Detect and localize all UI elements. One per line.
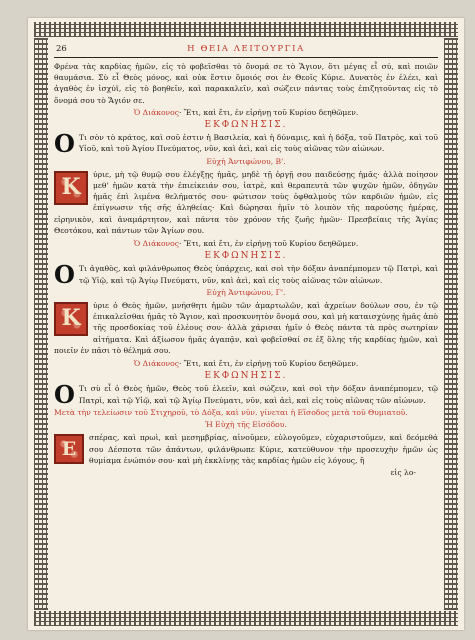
page-header xyxy=(54,42,438,56)
deacon-line xyxy=(54,107,438,118)
prayer-text: ύριε, μὴ τῷ θυμῷ σου ἐλέγξῃς ἡμᾶς, μηδὲ τῇ ὀργῇ σου παιδεύσῃς ἡμᾶς· ἀλλὰ ποίησον μεθ' ἡμῶν κατὰ τὴν ἐπιείκειάν σου, ἰατρὲ, καὶ θεραπευτὰ τῶν ψυχῶν ἡμῶν, ὁδηγῶν ἡμᾶς ἐπὶ λιμένα θελήματός σου· φώτισον τοὺς ὀφθαλμοὺς τῶν καρδιῶν ἡμῶν, εἰς ἐπίγνωσιν τῆς σῆς ἀληθείας· Καὶ δώρησαι ἡμῖν τὸ λοιπὸν τῆς παρούσης ἡμέρας, εἰρηνικὸν, καὶ ἀναμάρτητον, καὶ πάντα τὸν χρόνον τῆς ζωῆς ἡμῶν· Πρεσβείαις τῆς Ἁγίας Θεοτόκου, καὶ πάντων τῶν Ἁγίων σου. xyxy=(54,169,438,235)
catchword: εἰς λο- xyxy=(390,467,416,477)
deacon-text: · Ἔτι, καὶ ἔτι, ἐν εἰρήνῃ τοῦ Κυρίου δεηθῶμεν. xyxy=(178,359,359,369)
ekphonesis-heading: ΕΚΦΩΝΗΣΙΣ. xyxy=(204,251,288,262)
decorated-initial: Κ xyxy=(54,302,88,336)
ekphonesis-paragraph xyxy=(54,129,438,159)
initial-letter: Ο xyxy=(54,129,75,159)
prayer-paragraph xyxy=(54,432,438,466)
ekphonesis-paragraph xyxy=(54,380,438,410)
ornamental-border-right xyxy=(444,38,458,610)
page-content xyxy=(54,42,438,606)
page-title: Η ΘΕΙΑ ΛΕΙΤΟΥΡΓΙΑ xyxy=(187,44,305,54)
rubric-instruction: Μετὰ τὴν τελείωσιν τοῦ Στιχηροῦ, τὸ Δόξα, καὶ νῦν. γίνεται ἡ Εἴσοδος μετὰ τοῦ Θυμιατοῦ. xyxy=(54,407,408,417)
ornamental-border-top xyxy=(34,22,458,37)
ekphonesis-heading: ΕΚΦΩΝΗΣΙΣ. xyxy=(204,120,288,131)
deacon-label: Ὁ Διάκονος xyxy=(133,359,179,369)
decorated-initial: Ε xyxy=(54,434,84,464)
deacon-label: Ὁ Διάκονος xyxy=(133,239,179,249)
ekphonesis-paragraph xyxy=(54,260,438,290)
prayer-title: Εὐχὴ Ἀντιφώνου, Γ'. xyxy=(206,287,286,297)
ornamental-border-bottom xyxy=(34,611,458,626)
prayer-paragraph xyxy=(54,169,438,236)
prayer-text: ύριε ὁ Θεὸς ἡμῶν, μνήσθητι ἡμῶν τῶν ἁμαρτωλῶν, καὶ ἀχρείων δούλων σου, ἐν τῷ ἐπικαλεῖσθαι ἡμᾶς τὸ Ἅγιον, καὶ προσκυνητὸν ὄνομά σου, καὶ μὴ καταισχύνῃς ἡμᾶς ἀπὸ τῆς προσδοκίας τοῦ ἐλέους σου· ἀλλὰ χάρισαι ἡμῖν ὁ Θεὸς πάντα τὰ πρὸς σωτηρίαν αἰτήματα. Καὶ ἀξίωσον ἡμᾶς ἀγαπᾷν, καὶ φοβεῖσθαί σε ἐξ ὅλης τῆς καρδίας ἡμῶν, καὶ ποιεῖν ἐν πᾶσι τὸ θέλημά σου. xyxy=(54,301,438,355)
deacon-line xyxy=(54,358,438,369)
prayer-text: σπέρας, καὶ πρωὶ, καὶ μεσημβρίας, αἰνοῦμεν, εὐλογοῦμεν, εὐχαριστοῦμεν, καὶ δεόμεθά σου Δέσποτα τῶν ἁπάντων, φιλάνθρωπε Κύριε, κατεύθυνον τὴν προσευχὴν ἡμῶν ὡς θυμίαμα ἐνώπιόν σου· καὶ μὴ ἐκκλίνῃς τὰς καρδίας ἡμῶν εἰς λόγους, ἢ xyxy=(89,433,438,465)
prayer-title: Ἡ Εὐχὴ τῆς Εἰσόδου. xyxy=(205,420,287,430)
ornamental-border-left xyxy=(34,38,48,610)
ekphonesis-text: Τι ἀγαθὸς, καὶ φιλάνθρωπος Θεὸς ὑπάρχεις, καὶ σοὶ τὴν δόξαν ἀναπέμπομεν τῷ Πατρὶ, καὶ τῷ Υἱῷ, καὶ τῷ Ἁγίῳ Πνεύματι, νῦν, καὶ ἀεὶ, καὶ εἰς τοὺς αἰῶνας τῶν αἰώνων. xyxy=(78,264,438,285)
decorated-initial: Κ xyxy=(54,171,88,205)
initial-letter: Ο xyxy=(54,380,75,410)
ekphonesis-text: Τι σὺ εἶ ὁ Θεὸς ἡμῶν, Θεὸς τοῦ ἐλεεῖν, καὶ σώζειν, καὶ σοὶ τὴν δόξαν ἀναπέμπομεν, τῷ Πατρὶ, καὶ τῷ Υἱῷ, καὶ τῷ Ἁγίῳ Πνεύματι, νῦν, καὶ ἀεὶ, καὶ εἰς τοὺς αἰῶνας τῶν αἰώνων. xyxy=(78,384,438,405)
header-rule xyxy=(54,57,438,58)
deacon-label: Ὁ Διάκονος xyxy=(133,107,179,117)
deacon-text: · Ἔτι, καὶ ἔτι, ἐν εἰρήνῃ τοῦ Κυρίου δεηθῶμεν. xyxy=(178,107,359,117)
prayer-paragraph xyxy=(54,300,438,356)
initial-letter: Ο xyxy=(54,260,75,290)
body-paragraph: Φρένα τὰς καρδίας ἡμῶν, εἰς τὸ φοβεῖσθαι τὸ ὄνομά σε τὸ Ἅγιον, ὅτι μέγας εἶ σύ, καὶ ποιῶν θαυμάσια. Σὺ εἶ Θεὸς μόνος, καὶ οὐκ ἔστιν ὅμοιός σοι ἐν Θεοῖς Κύριε. Δυνατὸς ἐν ἐλέει, καὶ ἀγαθὸς ἐν ἰσχύϊ, εἰς τὸ βοηθεῖν, καὶ παρακαλεῖν, καὶ σώζειν πάντας τοὺς ἐπιζητοῦντας εἰς τὸ ὄνομά σου τὸ Ἅγιόν σε. xyxy=(54,62,438,105)
book-page xyxy=(28,18,464,630)
ekphonesis-heading: ΕΚΦΩΝΗΣΙΣ. xyxy=(204,371,288,382)
deacon-text: · Ἔτι, καὶ ἔτι, ἐν εἰρήνῃ τοῦ Κυρίου δεηθῶμεν. xyxy=(178,239,359,249)
page-number: 26 xyxy=(56,44,67,54)
deacon-line xyxy=(54,238,438,249)
prayer-title: Εὐχὴ Ἀντιφώνου, Β'. xyxy=(206,156,286,166)
ekphonesis-text: Τι σὸν τὸ κράτος, καὶ σοῦ ἐστιν ἡ Βασιλεία, καὶ ἡ δύναμις, καὶ ἡ δόξα, τοῦ Πατρὸς, καὶ τοῦ Υἱοῦ, καὶ τοῦ Ἁγίου Πνεύματος, νῦν, καὶ ἀεὶ, καὶ εἰς τοὺς αἰῶνας τῶν αἰώνων. xyxy=(78,133,438,154)
